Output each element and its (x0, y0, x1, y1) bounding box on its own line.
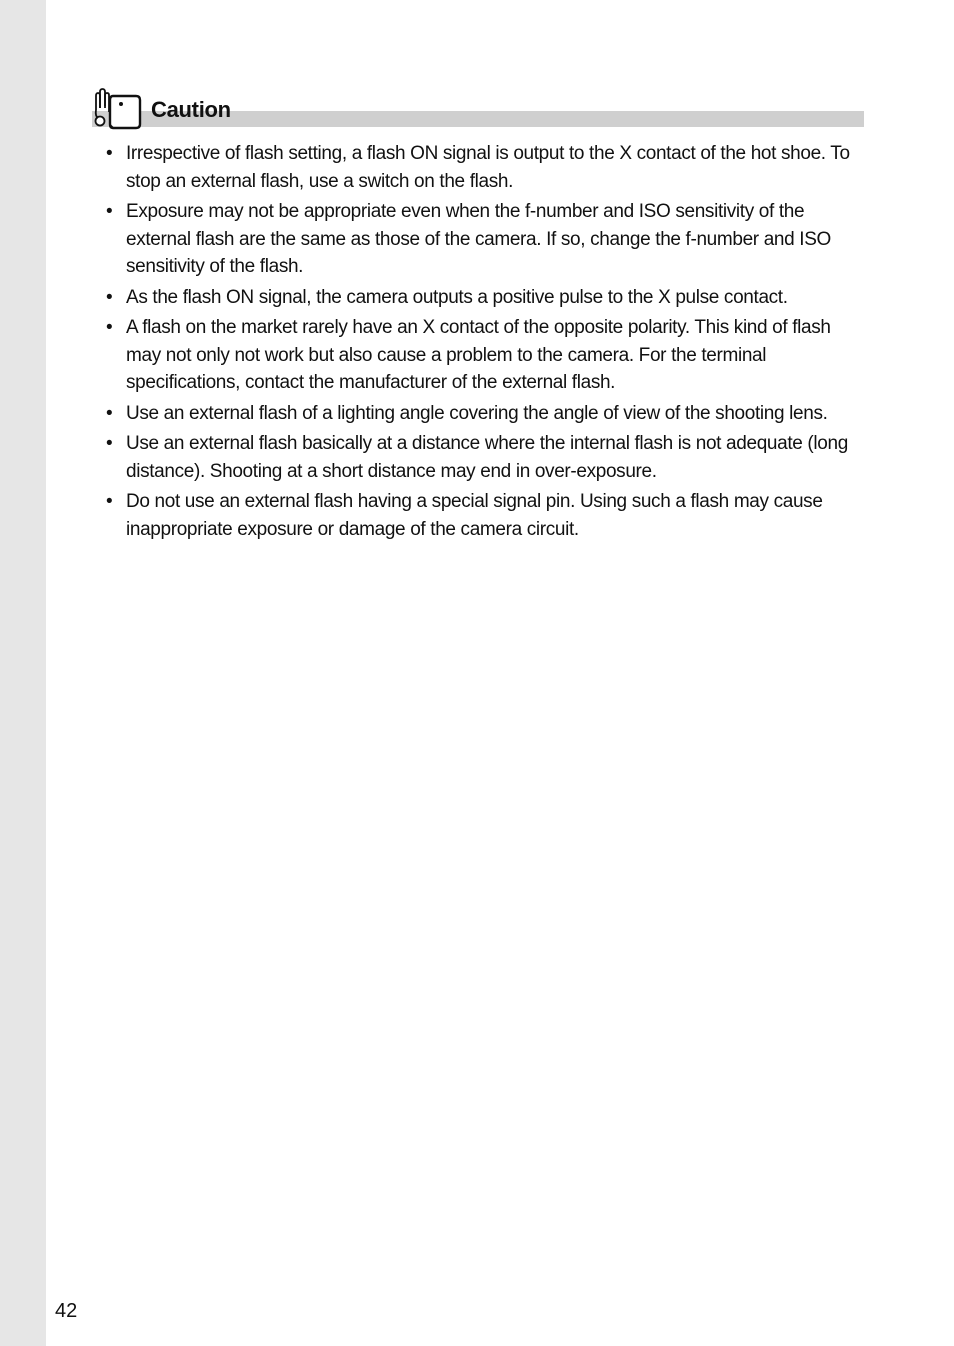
list-item-text: Irrespective of flash setting, a flash ON signal is output to the X contact of the hot shoe. To stop an external flash, use a switch on the flash. (126, 143, 850, 192)
list-item (104, 488, 864, 543)
bullet-icon: • (106, 143, 113, 164)
bullet-icon: • (106, 286, 113, 308)
bullet-icon: • (106, 201, 113, 222)
bullet-icon: • (106, 491, 113, 512)
bullet-icon: • (106, 433, 113, 454)
bullet-icon: • (106, 402, 113, 424)
caution-title: Caution (151, 97, 231, 122)
list-item (104, 284, 864, 312)
list-item-text: Use an external flash basically at a distance where the internal flash is not adequate (long distance). Shooting at a short distance may end in over-exposure. (126, 433, 848, 482)
list-item (104, 430, 864, 485)
page-number: 42 (55, 1300, 78, 1322)
list-item-text: Do not use an external flash having a special signal pin. Using such a flash may cause inappropriate exposure or damage of the camera circuit. (126, 491, 823, 540)
list-item-text: Exposure may not be appropriate even when the f-number and ISO sensitivity of the external flash are the same as those of the camera. If so, change the f-number and ISO sensitivity of the flash. (126, 201, 831, 277)
list-item-text: A flash on the market rarely have an X contact of the opposite polarity. This kind of flash may not only not work but also cause a problem to the camera. For the terminal specifications, contact the manufacturer of the external flash. (126, 317, 831, 393)
bullet-icon: • (106, 317, 113, 338)
list-item (104, 314, 864, 397)
caution-list (104, 140, 864, 546)
caution-header (92, 86, 864, 130)
list-item-text: Use an external flash of a lighting angle covering the angle of view of the shooting lens. (126, 402, 828, 424)
list-item-text: As the flash ON signal, the camera outputs a positive pulse to the X pulse contact. (126, 286, 788, 308)
list-item (104, 140, 864, 195)
caution-hand-note-icon (92, 88, 142, 130)
list-item (104, 198, 864, 281)
list-item (104, 400, 864, 428)
page-side-band (0, 0, 46, 1346)
